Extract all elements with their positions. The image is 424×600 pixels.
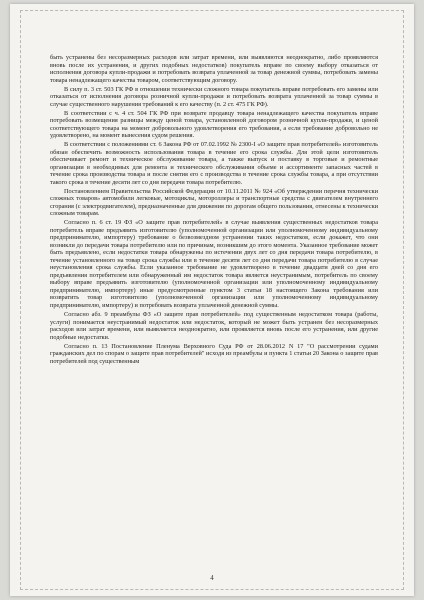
paragraph-1: быть устранены без несоразмерных расходов или затрат времени, или выявляются неоднократно, либо проявляются вновь после их устранения, и других подобных недостатков) покупатель вправе по своему выбору отказаться от исполнения договора купли-продажи и потребовать возврата уплаченной за товар денежной суммы, потребовать замены товара ненадлежащего качества товаром, соответствующим договору. [50, 54, 378, 84]
paragraph-2: В силу п. 3 ст. 503 ГК РФ в отношении технически сложного товара покупатель вправе потребовать его замены или отказаться от исполнения договора розничной купли-продажи и потребовать возврата уплаченной за товар суммы в случае существенного нарушения требований к его качеству (п. 2 ст. 475 ГК РФ). [50, 85, 378, 108]
document-page [10, 4, 414, 596]
paragraph-4: В соответствии с положениями ст. 6 Закона РФ от 07.02.1992 № 2300-I «О защите прав потребителей» изготовитель обязан обеспечить возможность использования товара в течение его срока службы. Для этой цели изготовитель обеспечивает ремонт и техническое обслуживание товара, а также выпуск и поставку в торговые и ремонтные организации в необходимых для ремонта и технического обслуживания объеме и ассортименте запасных частей в течение срока производства товара и после снятия его с производства в течение срока службы товара, а при отсутствии такого срока в течение десяти лет со дня передачи товара потребителю. [50, 141, 378, 186]
document-body [50, 54, 378, 367]
paragraph-7: Согласно абз. 9 преамбулы ФЗ «О защите прав потребителей» под существенным недостатком товара (работы, услуги) понимается неустранимый недостаток или недостаток, который не может быть устранен без несоразмерных расходов или затрат времени, или выявляется неоднократно, или проявляется вновь после его устранения, или другие подобные недостатки. [50, 311, 378, 341]
paragraph-5: Постановлением Правительства Российской Федерации от 10.11.2011 № 924 «Об утверждении перечня технически сложных товаров» автомобили легковые, мотоциклы, мотороллеры и транспортные средства с двигателем внутреннего сгорания (с электродвигателем), предназначенные для движения по дорогам общего пользования, отнесены к технически сложным товарам. [50, 187, 378, 218]
page-number: 4 [210, 574, 214, 582]
paragraph-3: В соответствии с ч. 4 ст. 504 ГК РФ при возврате продавцу товара ненадлежащего качества покупатель вправе потребовать возмещения разницы между ценой товара, установленной договором розничной купли-продажи, и ценой соответствующего товара на момент добровольного удовлетворения его требования, а если требование добровольно не удовлетворено, на момент вынесения судом решения. [50, 109, 378, 140]
paragraph-8: Согласно п. 13 Постановление Пленума Верховного Суда РФ от 28.06.2012 N 17 "О рассмотрении судами гражданских дел по спорам о защите прав потребителей" исходя из преамбулы и пункта 1 статьи 20 Закона о защите прав потребителей под существенным [50, 342, 378, 365]
paragraph-6: Согласно п. 6 ст. 19 ФЗ «О защите прав потребителей» в случае выявления существенных недостатков товара потребитель вправе предъявить изготовителю (уполномоченной организации или уполномоченному индивидуальному предпринимателю, импортеру) требование о безвозмездном устранении таких недостатков, если докажет, что они возникли до передачи товара потребителю или по причинам, возникшим до этого момента. Указанное требование может быть предъявлено, если недостатки товара обнаружены по истечении двух лет со дня передачи товара потребителю, в течение установленного на товар срока службы или в течение десяти лет со дня передачи товара потребителю в случае неустановления срока службы. Если указанное требование не удовлетворено в течение двадцати дней со дня его предъявления потребителем или обнаруженный им недостаток товара является неустранимым, потребитель по своему выбору вправе предъявить изготовителю (уполномоченной организации или уполномоченному индивидуальному предпринимателю, импортеру) иные предусмотренные пунктом 3 статьи 18 настоящего Закона требования или возвратить товар изготовителю (уполномоченной организации или уполномоченному индивидуальному предпринимателю, импортеру) и потребовать возврата уплаченной денежной суммы. [50, 219, 378, 309]
